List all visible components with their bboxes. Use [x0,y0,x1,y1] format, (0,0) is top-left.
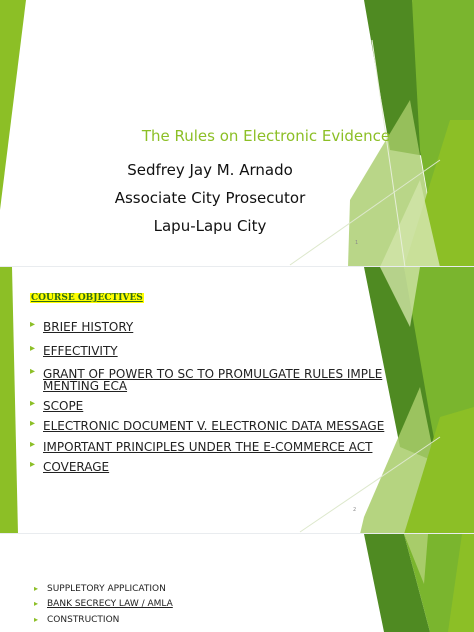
arrow-bullet-icon: ▸ [30,439,36,450]
slide-title [0,0,474,267]
item-bank-secrecy-law[interactable]: BANK SECRECY LAW / AMLA [47,599,173,609]
item-suppletory-application[interactable]: SUPPLETORY APPLICATION [47,584,166,594]
objective-document-vs-data-message[interactable]: ELECTRONIC DOCUMENT V. ELECTRONIC DATA MESSAGE [43,419,385,433]
presenter-position: Associate City Prosecutor [114,189,306,207]
list-item [30,321,390,333]
left-green-strip [0,267,18,534]
objective-grant-of-power[interactable]: GRANT OF POWER TO SC TO PROMULGATE RULES IMPLE MENTING ECA [43,367,383,393]
arrow-bullet-icon: ▸ [30,366,36,377]
presentation-title: The Rules on Electronic Evidence [141,127,391,145]
list-item [30,368,390,392]
list-item [30,420,390,432]
arrow-bullet-icon: ▸ [34,584,39,593]
page-number: 2 [353,507,357,513]
objective-scope[interactable]: SCOPE [43,399,84,413]
objective-effectivity[interactable]: EFFECTIVITY [43,344,118,358]
list-item [34,584,334,594]
arrow-bullet-icon: ▸ [30,319,36,330]
slide-course-objectives [0,267,474,534]
arrow-bullet-icon: ▸ [30,343,36,354]
arrow-bullet-icon: ▸ [34,615,39,624]
list-item [34,599,334,609]
list-item [30,345,390,357]
list-item [30,441,390,453]
page-number: 1 [355,240,359,246]
arrow-bullet-icon: ▸ [30,418,36,429]
slide-continued [0,534,474,632]
list-item [30,461,390,473]
objective-important-principles[interactable]: IMPORTANT PRINCIPLES UNDER THE E-COMMERCE ACT [43,440,373,454]
arrow-bullet-icon: ▸ [34,599,39,608]
arrow-bullet-icon: ▸ [30,459,36,470]
objective-brief-history[interactable]: BRIEF HISTORY [43,320,134,334]
item-construction[interactable]: CONSTRUCTION [47,615,120,625]
list-item [34,615,334,625]
list-item [30,400,390,412]
presenter-city: Lapu-Lapu City [153,217,267,235]
arrow-bullet-icon: ▸ [30,398,36,409]
objective-coverage[interactable]: COVERAGE [43,460,110,474]
course-objectives-heading: COURSE OBJECTIVES [31,293,143,303]
presenter-name: Sedfrey Jay M. Arnado [127,161,293,179]
